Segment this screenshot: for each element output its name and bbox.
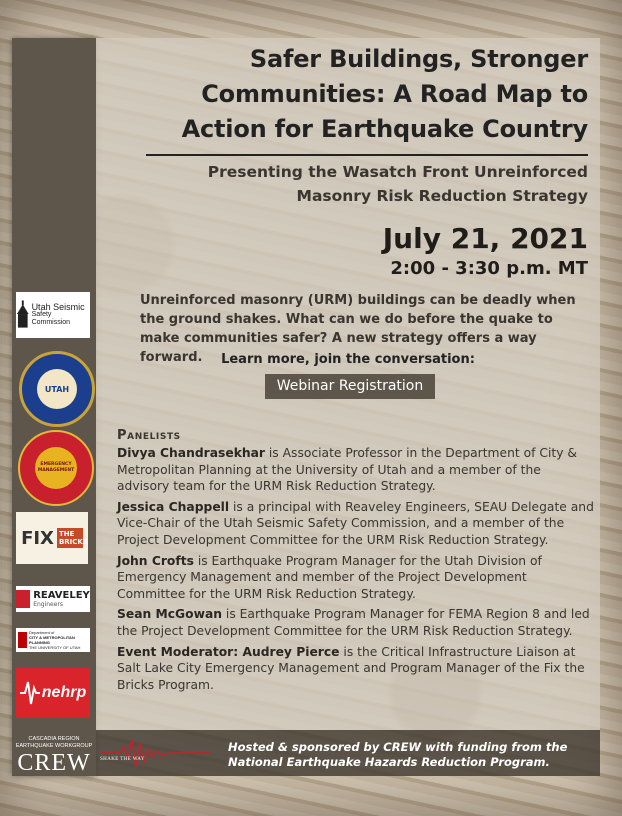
slc-emergency-logo xyxy=(18,430,94,506)
slc-text: EMERGENCY MANAGEMENT xyxy=(37,462,75,473)
event-subtitle xyxy=(120,160,588,208)
sponsor-text: Hosted & sponsored by CREW with funding from the National Earthquake Hazards Reduction Program. xyxy=(228,740,568,769)
utah-seismic-safety-logo xyxy=(16,292,90,338)
panelist-entry xyxy=(117,445,595,495)
webinar-registration-button[interactable]: Webinar Registration xyxy=(265,374,435,399)
university-utah-planning-logo xyxy=(16,628,90,652)
nehrp-logo xyxy=(16,668,90,718)
panelist-desc: is Associate Professor in the Department of City & Metropolitan Planning at the University of Utah and a member of the advisory team for the URM Risk Reduction Strategy. xyxy=(117,446,577,494)
utah-dps-logo xyxy=(19,351,95,427)
u-mark-icon xyxy=(18,632,27,648)
panelist-name: Sean McGowan xyxy=(117,607,223,622)
uofu-line3: THE UNIVERSITY OF UTAH xyxy=(28,645,81,650)
title-line-1: Safer Buildings, Stronger xyxy=(249,45,588,73)
seismograph-icon xyxy=(20,678,40,708)
reaveley-logo xyxy=(16,586,90,612)
intro-paragraph: Unreinforced masonry (URM) buildings can be deadly when the ground shakes. What can we do before the quake to make communities safer? A new strategy offers a way forward. xyxy=(140,293,576,365)
dps-text: UTAH xyxy=(44,384,70,394)
panelist-desc: is Earthquake Program Manager for FEMA Region 8 and led the Project Development Committee for the URM Risk Reduction Strategy. xyxy=(117,607,590,638)
uss-line2: Safety Commission xyxy=(31,311,71,326)
event-date: July 21, 2021 xyxy=(382,222,588,255)
capitol-icon xyxy=(16,300,30,330)
learn-more-text: Learn more, join the conversation: xyxy=(221,352,475,367)
panelist-name: Divya Chandrasekhar xyxy=(117,446,265,460)
subtitle-line-1: Presenting the Wasatch Front Unreinforced xyxy=(207,163,588,181)
panelists-heading: Panelists xyxy=(117,428,181,443)
panelist-name: John Crofts xyxy=(117,553,194,568)
crew-tagline: SHAKE THE WAY xyxy=(100,757,145,762)
panelist-entry xyxy=(117,644,595,694)
panelist-name: Jessica Chappell xyxy=(117,499,230,514)
reaveley-mark-icon xyxy=(16,590,30,608)
nehrp-text: nehrp xyxy=(41,684,87,701)
seismograph-wave-icon xyxy=(100,733,210,773)
reaveley-name: REAVELEY xyxy=(33,590,90,601)
fix-the-bricks-logo xyxy=(16,512,88,564)
fix-line1: FIX xyxy=(21,527,54,549)
title-line-2: Communities: A Road Map to xyxy=(201,80,588,108)
panelist-desc: is the Critical Infrastructure Liaison at Salt Lake City Emergency Management and Program Manager of the Fix the Bricks Program. xyxy=(117,644,585,692)
uofu-line1: Department of xyxy=(28,630,55,635)
panelist-desc: is a principal with Reaveley Engineers, SEAU Delegate and Vice-Chair of the Utah Seismic Safety Commission, and a member of the Project Development Committee for the URM Risk Reduction Strategy. xyxy=(117,499,594,547)
uss-line1: Utah Seismic xyxy=(31,302,85,312)
panelist-entry xyxy=(117,606,595,639)
title-line-3: Action for Earthquake Country xyxy=(181,115,588,143)
event-title xyxy=(110,42,588,147)
panelist-desc: is Earthquake Program Manager for the Utah Division of Emergency Management and member of the Project Development Committee for the URM Risk Reduction Strategy. xyxy=(117,553,542,601)
crew-logo-text: CREW xyxy=(17,750,91,776)
title-divider xyxy=(146,154,588,156)
panelist-entry xyxy=(117,553,595,603)
reaveley-sub: Engineers xyxy=(33,601,64,608)
panelist-entry xyxy=(117,499,595,549)
panelist-name: Event Moderator: Audrey Pierce xyxy=(117,644,340,659)
event-time: 2:00 - 3:30 p.m. MT xyxy=(390,258,588,279)
uofu-line2: CITY & METROPOLITAN PLANNING xyxy=(28,635,75,645)
subtitle-line-2: Masonry Risk Reduction Strategy xyxy=(296,187,588,205)
fix-line2: THE BRICKS xyxy=(58,530,88,546)
crew-region-text: CASCADIA REGION EARTHQUAKE WORKGROUP xyxy=(15,736,93,749)
panelists-list xyxy=(117,445,595,697)
